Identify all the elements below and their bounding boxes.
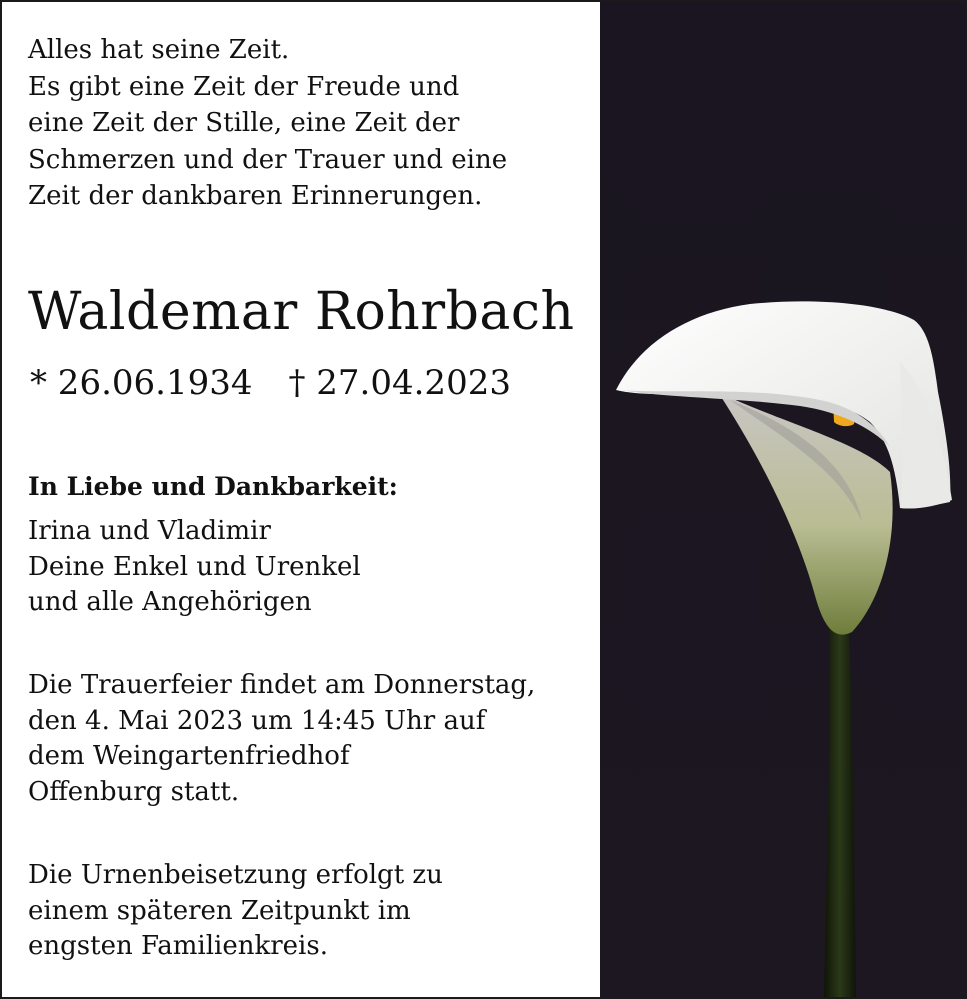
- birth-date: * 26.06.1934: [30, 363, 253, 403]
- mourner-line: Irina und Vladimir: [28, 516, 271, 546]
- mourner-line: Deine Enkel und Urenkel: [28, 551, 361, 582]
- urn-burial-note: Die Urnenbeisetzung erfolgt zu einem späteren Zeitpunkt im engsten Familienkreis.: [28, 860, 443, 961]
- mourner-line: und alle Angehörigen: [28, 587, 312, 617]
- motto-text: Alles hat seine Zeit. Es gibt eine Zeit der Freude und eine Zeit der Stille, eine Zeit der Schmerzen und der Trauer und eine Zeit der dankbaren Erinnerungen.: [28, 35, 508, 211]
- life-dates: [30, 362, 511, 404]
- calla-lily-icon: [600, 2, 965, 997]
- ceremony-info: Die Trauerfeier findet am Donnerstag, den 4. Mai 2023 um 14:45 Uhr auf dem Weingartenfriedhof Offenburg statt.: [28, 670, 536, 807]
- deceased-name: Waldemar Rohrbach: [28, 282, 575, 342]
- mourners-heading: In Liebe und Dankbarkeit:: [28, 472, 398, 501]
- mourners-list: [28, 514, 361, 621]
- death-date: † 27.04.2023: [288, 363, 511, 403]
- calla-lily-photo: [600, 2, 965, 997]
- text-column: [2, 2, 600, 997]
